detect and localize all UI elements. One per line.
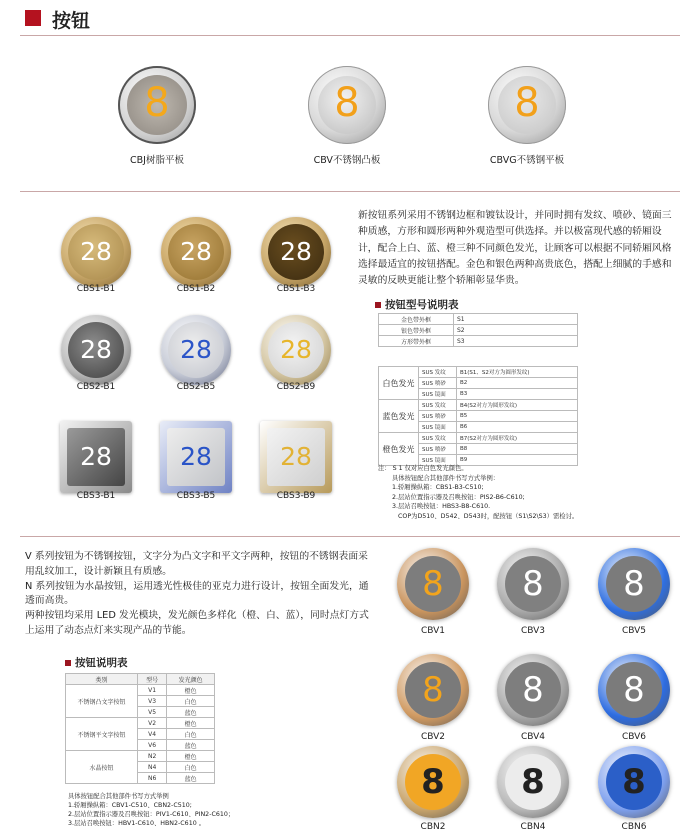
- cb-button-photo: [497, 746, 569, 818]
- button-numeral: 8: [522, 670, 544, 710]
- note-line: 具体按钮配合其他部件书写方式举例：: [392, 474, 500, 482]
- table-header-row: [66, 674, 215, 685]
- table-cell: V4: [138, 729, 167, 740]
- button-numeral: 8: [623, 564, 645, 604]
- table-row: [379, 367, 578, 378]
- table-cell: 橙色: [167, 718, 215, 729]
- table-cell: 白色: [167, 729, 215, 740]
- button-photo-cbj: [118, 66, 196, 144]
- button-caption: CBV2: [420, 732, 446, 742]
- button-numeral: 8: [334, 80, 360, 126]
- button-caption: CBS1-B1: [76, 284, 116, 294]
- intro-paragraph: 新按钮系列采用不锈钢边框和镀钛设计，并同时拥有发纹、喷砂、镜面三种质感，方形和圆形两种外观造型可供选择。并以极富现代感的轿厢设计，配合上白、蓝、橙三种不同颜色发光，让顾客可以根据不同轿厢风格选择最适宜的按钮搭配。金色和银色两种高贵底色，搭配上细腻的手感和灵敏的反映更能让整个轿厢彰显华贵。: [358, 210, 672, 287]
- table-group-label: 白色发光: [379, 367, 419, 400]
- button-numeral: 8: [422, 564, 444, 604]
- cb-button-photo: [598, 746, 670, 818]
- note-line: 2.层站位置指示器及召唤按钮：PIS2-B6-C610;: [392, 493, 525, 501]
- table-row: [379, 314, 578, 325]
- button-caption: CBN6: [621, 822, 647, 832]
- button-numeral: 28: [180, 237, 212, 266]
- table-cell: SUS 镜面: [419, 455, 457, 466]
- cbs-button-photo: [160, 421, 232, 493]
- table-cell: SUS 镜面: [419, 422, 457, 433]
- model-table-notes: [378, 464, 578, 521]
- table-row: [66, 751, 215, 762]
- table-cell: B7(S2对方为圆形发纹): [457, 433, 578, 444]
- table-group-label: 不锈钢平文字按钮: [66, 718, 138, 751]
- table-cell: 橙色: [167, 685, 215, 696]
- button-numeral: 28: [80, 335, 112, 364]
- desc-table: [65, 673, 215, 784]
- button-numeral: 28: [280, 335, 312, 364]
- table-cell: 白色: [167, 762, 215, 773]
- cbs-button-photo: [60, 421, 132, 493]
- button-numeral: 28: [80, 237, 112, 266]
- button-caption: CBV5: [621, 626, 647, 636]
- button-photo-cbv: [308, 66, 386, 144]
- section-bullet-icon: [65, 660, 71, 666]
- button-numeral: 8: [422, 670, 444, 710]
- button-numeral: 8: [623, 670, 645, 710]
- cbs-button-photo: [161, 217, 231, 287]
- frame-table: [378, 313, 578, 347]
- cbs-button-photo: [61, 217, 131, 287]
- table-cell: V1: [138, 685, 167, 696]
- table-row: [379, 400, 578, 411]
- cb-button-photo: [497, 654, 569, 726]
- button-caption: CBS2-B5: [176, 382, 216, 392]
- vn-intro-line: N 系列按钮为水晶按钮，运用透光性极佳的亚克力进行设计，按钮全面发光，通透而高贵。: [25, 580, 369, 607]
- table-cell: N2: [138, 751, 167, 762]
- cb-button-photo: [397, 548, 469, 620]
- glow-table: [378, 366, 578, 466]
- cb-button-photo: [497, 548, 569, 620]
- table-group-label: 蓝色发光: [379, 400, 419, 433]
- button-numeral: 28: [80, 442, 112, 471]
- section-marker-icon: [25, 10, 41, 26]
- button-caption: CBN2: [420, 822, 446, 832]
- table-cell: N6: [138, 773, 167, 784]
- table-cell: B6: [457, 422, 578, 433]
- note-line: 1.轿厢操纵箱：CBV1-C510、CBN2-C510;: [68, 802, 192, 809]
- table-cell: 蓝色: [167, 740, 215, 751]
- button-caption: CBS1-B2: [176, 284, 216, 294]
- button-numeral: 8: [622, 762, 646, 802]
- button-caption: CBS3-B9: [276, 491, 316, 501]
- table-row: [379, 433, 578, 444]
- button-numeral: 28: [180, 442, 212, 471]
- button-caption: CBN4: [520, 822, 546, 832]
- vn-intro: [25, 550, 370, 639]
- table-row: [66, 718, 215, 729]
- table-cell: V3: [138, 696, 167, 707]
- table-cell: 蓝色: [167, 707, 215, 718]
- button-numeral: 28: [280, 237, 312, 266]
- button-caption: CBJ树脂平板: [130, 155, 184, 166]
- button-caption: CBV1: [420, 626, 446, 636]
- vn-intro-line: V 系列按钮为不锈钢按钮，文字分为凸文字和平文字两种，按钮的不锈钢表面采用乱纹加工，设计新颖且有质感。: [25, 551, 368, 577]
- divider: [20, 35, 680, 36]
- cb-button-photo: [397, 654, 469, 726]
- table-cell: B1(S1、S2对方为圆形发纹): [457, 367, 578, 378]
- table-cell: 橙色: [167, 751, 215, 762]
- button-caption: CBS2-B1: [76, 382, 116, 392]
- button-caption: CBV4: [520, 732, 546, 742]
- table-cell: B4(S2对方为圆形发纹): [457, 400, 578, 411]
- button-numeral: 28: [180, 335, 212, 364]
- cbs-button-photo: [261, 217, 331, 287]
- desc-table-title: [65, 655, 128, 670]
- cbs-button-photo: [161, 315, 231, 385]
- table-cell: SUS 发纹: [419, 400, 457, 411]
- desc-table-notes: [68, 792, 234, 828]
- table-cell: V6: [138, 740, 167, 751]
- note-line: 注： S 1 仅对应白色发光颜色。: [378, 465, 468, 472]
- table-cell: SUS 喷砂: [419, 411, 457, 422]
- table-cell: B8: [457, 444, 578, 455]
- button-caption: CBVG不锈钢平板: [489, 155, 565, 166]
- table-header-cell: 型号: [138, 674, 167, 685]
- table-cell: 蓝色: [167, 773, 215, 784]
- table-header-cell: 发光颜色: [167, 674, 215, 685]
- button-numeral: 8: [514, 80, 540, 126]
- page-title: 按钮: [52, 10, 91, 32]
- table-cell: S3: [454, 336, 578, 347]
- cbs-button-photo: [261, 315, 331, 385]
- table-cell: B5: [457, 411, 578, 422]
- cb-button-photo: [598, 654, 670, 726]
- vn-intro-line: 两种按钮均采用 LED 发光模块，发光颜色多样化（橙、白、蓝），同时点灯方式上运用了动态点灯来实现产品的节能。: [25, 610, 369, 636]
- note-line: 具体按钮配合其他部件书写方式举例: [68, 793, 169, 800]
- table-cell: SUS 喷砂: [419, 378, 457, 389]
- note-line: 3.层站召唤按钮：HBS3-B8-C610.: [392, 503, 491, 510]
- table-cell: V5: [138, 707, 167, 718]
- table-cell: 金色带外框: [379, 314, 454, 325]
- table-cell: SUS 镜面: [419, 389, 457, 400]
- button-numeral: 28: [280, 442, 312, 471]
- cb-button-photo: [598, 548, 670, 620]
- button-caption: CBV6: [621, 732, 647, 742]
- table-cell: 银色带外框: [379, 325, 454, 336]
- note-line: COP为D510、D542、D543时，配按钮（S1\S2\S3）需检讨。: [398, 512, 579, 520]
- button-numeral: 8: [421, 762, 445, 802]
- button-caption: CBS2-B9: [276, 382, 316, 392]
- note-line: 3.层站召唤按钮：HBV1-C610、HBN2-C610 。: [68, 820, 206, 827]
- note-line: 1.轿厢操纵箱：CBS1-B3-C510;: [392, 484, 484, 491]
- cbs-button-photo: [260, 421, 332, 493]
- table-cell: 方形带外框: [379, 336, 454, 347]
- table-cell: N4: [138, 762, 167, 773]
- table-cell: SUS 喷砂: [419, 444, 457, 455]
- table-cell: B2: [457, 378, 578, 389]
- button-numeral: 8: [521, 762, 545, 802]
- divider: [20, 536, 680, 537]
- button-photo-cbvg: [488, 66, 566, 144]
- note-line: 2.层站位置指示器及召唤按钮：PIV1-C610、PIN2-C610；: [68, 811, 235, 818]
- table-cell: SUS 发纹: [419, 367, 457, 378]
- button-numeral: 8: [144, 80, 170, 126]
- divider: [20, 191, 680, 192]
- table-row: [379, 336, 578, 347]
- table-cell: S2: [454, 325, 578, 336]
- section-bullet-icon: [375, 302, 381, 308]
- table-group-label: 橙色发光: [379, 433, 419, 466]
- model-table-title-text: 按钮型号说明表: [385, 299, 459, 311]
- cbs-button-photo: [61, 315, 131, 385]
- table-cell: B3: [457, 389, 578, 400]
- button-numeral: 8: [522, 564, 544, 604]
- table-cell: B9: [457, 455, 578, 466]
- table-cell: SUS 发纹: [419, 433, 457, 444]
- button-caption: CBS3-B1: [76, 491, 116, 501]
- cb-button-photo: [397, 746, 469, 818]
- table-cell: 白色: [167, 696, 215, 707]
- table-group-label: 水晶按钮: [66, 751, 138, 784]
- button-caption: CBV3: [520, 626, 546, 636]
- desc-table-title-text: 按钮说明表: [75, 657, 128, 669]
- table-header-cell: 类别: [66, 674, 138, 685]
- button-caption: CBV不锈钢凸板: [313, 155, 381, 166]
- table-row: [66, 685, 215, 696]
- table-cell: V2: [138, 718, 167, 729]
- table-group-label: 不锈钢凸文字按钮: [66, 685, 138, 718]
- model-table-title: [375, 297, 459, 312]
- table-cell: S1: [454, 314, 578, 325]
- table-row: [379, 325, 578, 336]
- button-caption: CBS3-B5: [176, 491, 216, 501]
- button-caption: CBS1-B3: [276, 284, 316, 294]
